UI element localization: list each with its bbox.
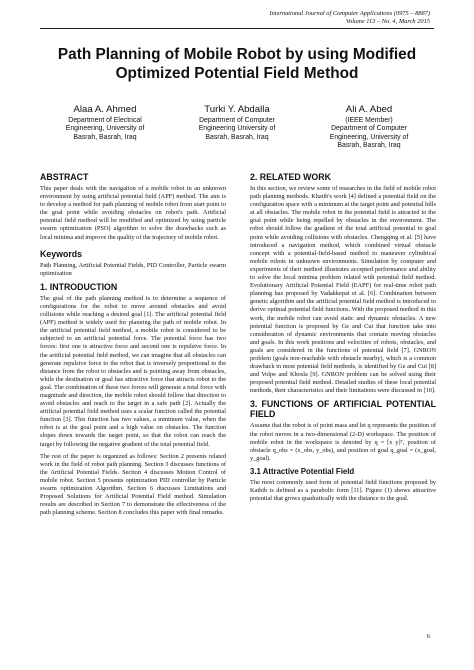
title-line-2: Optimized Potential Field Method [115, 65, 359, 82]
intro-paragraph-2: The rest of the paper is organized as follows: Section 2 presents related work in the field of robot path planning. Section 3 discusses functions of the Artificial Potential Fields. Section 4 discusses Motion Control of mobile robot. Section 5 presents optimization PID controller by Particle swarm optimization Algorithm. Section 6 discusses Limitations and Proposed Solutions for Artificial Potential Field method. Simulation results are described in Section 7 to demonstrate the effectiveness of the path planning scheme. Section 8 concludes this paper with final remarks. [40, 452, 226, 517]
journal-volume: Volume 113 – No. 4, March 2015 [345, 18, 430, 25]
right-column [250, 172, 436, 507]
intro-paragraph-1: The goal of the path planning method is to determine a sequence of configurations for the robot to move around obstacles and avoid collisions while reaching a desired goal [1]. The artificial potential field (APF) method is widely used for planning the path of mobile robot. In the artificial potential field method, a mobile robot is considered to be subjected to an artificial potential force. The potential force has two forces: first one is attractive force and second one is repulsive force. In the artificial potential field method, we can imagine that all obstacles can generate repulsive force to the robot that is inversely proportional to the distance from the robot to obstacles and is pointing away from obstacles, while the destination or goal has attractive force that attracts robot to the goal. The combination of these two forces will generate a total force with magnitude and direction, the mobile robot should follow that direction to avoid obstacles and reach to the target in a safe path [2]. Actually the artificial potential field method uses a scalar function called the potential function [3]. This function has two values, a minimum value, when the robot is at the goal point and a high value on obstacles. The function slopes down towards the target point, so that the robot can reach the target by following the negative gradient of the total potential field. [40, 294, 226, 448]
related-work-paragraph: In this section, we review some of researches in the field of mobile robot path planning methods. Khatib's work [4] defined a potential field on the configuration space with a minimum at the target point and potential hills at all obstacles. The mobile robot in the potential field is attracted to the goal point while being repelled by obstacles in the environment. The robot should follow the gradient of the total artificial potential to goal point while avoiding collisions with obstacles. Chengqing et al. [5] have introduced a navigation method, which combined virtual obstacle concept with a potential-field-based method to maneuver cylindrical mobile robots in unknown environments. Simulation by computer and experiments of their method illustrates accepted performance and ability to solve the local minima problem related with potential field method. Evolutionary Artificial Potential Field (EAPF) for real-time robot path planning has proposed by Vadakkepat et al. [6]. Combination between genetic algorithm and the artificial potential field method is introduced to derive optimal potential field functions. With the proposed method in this work, the mobile robot can avoid static and dynamic obstacles. A new potential function is proposed by Ge and Cui that function take into consideration of dynamic environments that contain moving obstacles and goals. In this work positions and velocities of robots, obstacles, and goals are considered in the functions of potential field [7]. GNRON problem (goals non-reachable with obstacle nearby), which is a common drawback in most potential field methods, is identified by Ge and Cui [8] and Volpe and Khosla [9]. GNRON problem can be solved using their proposed potential field method. Detailed studies of these local potential methods, their characteristics and their limitations were discussed in [10]. [250, 185, 436, 395]
author-name: Turki Y. Abdalla [204, 104, 270, 115]
paper-title [40, 45, 434, 83]
intro-heading: 1. INTRODUCTION [40, 281, 118, 292]
author-affiliation: (IEEE Member) Department of Computer Engineering, University of Basrah, Basrah, Iraq [329, 117, 409, 150]
abstract-text: This paper deals with the navigation of a mobile robot in an unknown environment by using artificial potential field (APF) method. The aim is to develop a method for path planning of mobile robot from start point to the goal point while avoiding obstacles on robot's path. Artificial potential field method will be modified and optimized by using particle swarm optimization (PSO) algorithm to solve the drawbacks such as local minima and improve the quality of the trajectory of mobile robot. [40, 185, 226, 241]
journal-header [269, 10, 430, 26]
attractive-field-heading: 3.1 Attractive Potential Field [250, 466, 355, 476]
author-affiliation: Department of Computer Engineering University of Basrah, Basrah, Iraq [198, 117, 276, 141]
author-1 [40, 104, 170, 151]
author-affiliation: Department of Electrical Engineering, University of Basrah, Basrah, Iraq [65, 117, 145, 141]
keywords-text: Path Planning, Artificial Potential Fields, PID Controller, Particle swarm optimization [40, 261, 226, 277]
header-rule [40, 28, 434, 29]
journal-name: International Journal of Computer Applications (0975 – 8887) [269, 10, 430, 17]
author-name: Alaa A. Ahmed [73, 104, 137, 115]
title-line-1: Path Planning of Mobile Robot by using Modified [57, 46, 417, 63]
author-3 [304, 104, 434, 151]
author-name: Ali A. Abed [345, 104, 393, 115]
author-block [40, 104, 434, 151]
functions-paragraph: Assume that the robot is of point mass and let q represents the position of the robot moves in a two-dimensional (2-D) workspace. The position of mobile robot in the workspace is denoted by q = [x y]ᵀ, position of obstacle q_obs = (x_obs, y_obs), and position of goal q_goal = (x_goal, y_goal). [250, 422, 436, 462]
left-column [40, 172, 226, 521]
abstract-heading: ABSTRACT [40, 172, 89, 182]
attractive-field-paragraph: The most commonly used form of potential field functions proposed by Kathib is defined as a parabolic form [11]. Figure (1) shows attractive potential that grows quadratically with the distance to the goal. [250, 478, 436, 503]
keywords-heading: Keywords [40, 248, 83, 259]
author-2 [172, 104, 302, 151]
functions-heading: 3. FUNCTIONS OF ARTIFICIAL POTENTIAL FIELD [250, 399, 436, 420]
related-work-heading: 2. RELATED WORK [250, 172, 331, 182]
page-number: 6 [426, 633, 430, 640]
